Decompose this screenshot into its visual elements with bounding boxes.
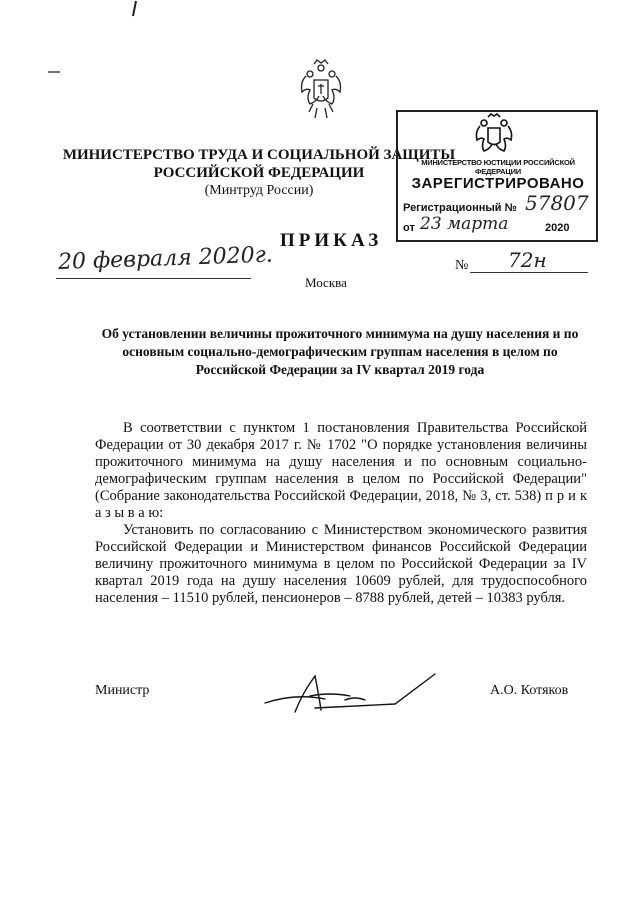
order-date: 20 февраля 2020г. [57, 242, 274, 275]
document-type: ПРИКАЗ [280, 230, 383, 251]
city: Москва [305, 275, 347, 290]
stamp-status: ЗАРЕГИСТРИРОВАНО [411, 175, 585, 192]
stamp-registration-number: 57807 [525, 191, 589, 215]
signature-icon [255, 668, 455, 718]
signatory-role: Министр [95, 683, 150, 698]
coat-of-arms-icon [298, 58, 344, 122]
date-underline [56, 278, 251, 279]
ministry-short-name: (Минтруд России) [204, 183, 314, 198]
scan-mark [48, 70, 60, 74]
body-paragraph-1: В соответствии с пунктом 1 постановления Правительства Российской Федерации от 30 декабря 2017 г. № 1702 "О порядке установления величины прожиточного минимума на душу населения и по основным социально-демографическим группам населения в целом по Российской Федерации" (Собрание законодательства Российской Федерации, 2018, № 3, ст. 538) п р и к а з ы в а ю: [95, 420, 587, 521]
signatory-name: А.О. Котяков [490, 683, 569, 698]
order-number: 72н [508, 248, 547, 272]
ministry-name-line2: РОССИЙСКОЙ ФЕДЕРАЦИИ [153, 165, 365, 181]
stamp-registration-label: Регистрационный № [403, 202, 517, 214]
order-number-underline [470, 272, 588, 273]
stamp-date: 23 марта [420, 214, 509, 234]
body-paragraph-2: Установить по согласованию с Министерством экономического развития Российской Федерации и Министерством финансов Российской Федерации величину прожиточного минимума в целом по Российской Федерации за IV квартал 2019 года на душу населения 10609 рублей, для трудоспособного населения – 11510 рублей, пенсионеров – 8788 рублей, детей – 10383 рубля. [95, 522, 587, 606]
ministry-name-line1: МИНИСТЕРСТВО ТРУДА И СОЦИАЛЬНОЙ ЗАЩИТЫ [62, 147, 456, 163]
document-body [95, 420, 587, 607]
stamp-date-prefix: от [403, 222, 415, 234]
order-number-label: № [455, 258, 469, 273]
stamp-year: 2020 [545, 222, 570, 234]
document-title: Об установлении величины прожиточного минимума на душу населения и по основным социально-демографическим группам населения в целом по Российской Федерации за IV квартал 2019 года [101, 326, 579, 377]
stamp-emblem-icon [474, 112, 514, 158]
stamp-organization: МИНИСТЕРСТВО ЮСТИЦИИ РОССИЙСКОЙ ФЕДЕРАЦИИ [421, 158, 575, 176]
scan-mark [130, 0, 138, 18]
